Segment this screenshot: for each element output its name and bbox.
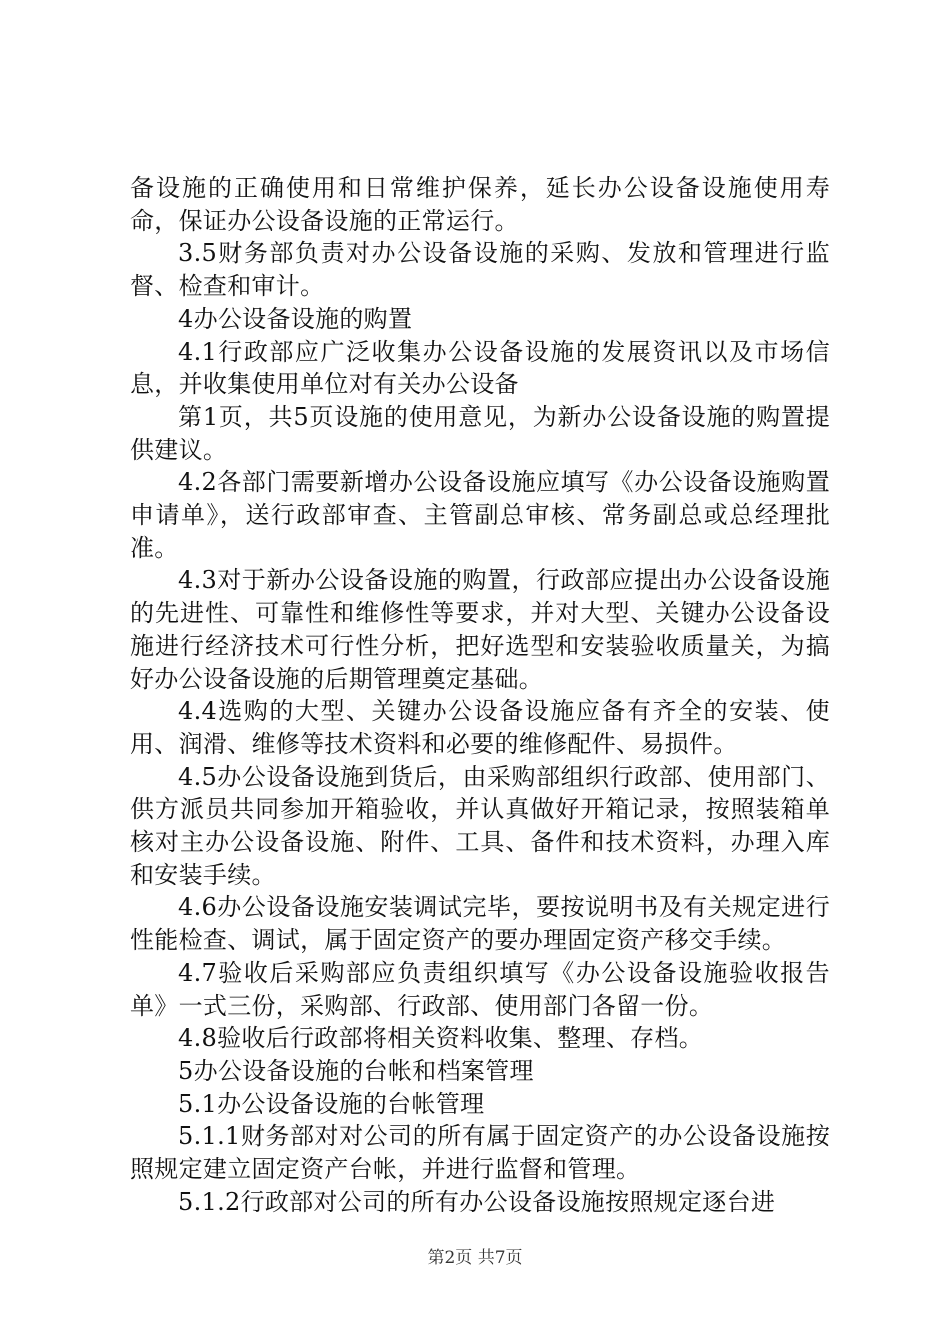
paragraph-4-2: 4.2各部门需要新增办公设备设施应填写《办公设备设施购置申请单》，送行政部审查、主管副总审核、常务副总或总经理批准。 [130, 468, 830, 562]
section-heading-4: 4办公设备设施的购置 [178, 304, 413, 333]
paragraph-5-1-2: 5.1.2行政部对公司的所有办公设备设施按照规定逐台进 [178, 1187, 776, 1216]
paragraph-4-5: 4.5办公设备设施到货后，由采购部组织行政部、使用部门、供方派员共同参加开箱验收，并认真做好开箱记录，按照装箱单核对主办公设备设施、附件、工具、备件和技术资料，办理入库和安装手续。 [130, 762, 830, 889]
document-body [130, 172, 830, 1219]
paragraph-4-3: 4.3对于新办公设备设施的购置，行政部应提出办公设备设施的先进性、可靠性和维修性等要求，并对大型、关键办公设备设施进行经济技术可行性分析，把好选型和安装验收质量关，为搞好办公设备设施的后期管理奠定基础。 [130, 566, 830, 693]
page-number-label: 第2页 共7页 [427, 1248, 523, 1268]
paragraph-4-1: 4.1行政部应广泛收集办公设备设施的发展资讯以及市场信息，并收集使用单位对有关办公设备 [130, 337, 830, 399]
paragraph-4-7: 4.7验收后采购部应负责组织填写《办公设备设施验收报告单》一式三份，采购部、行政部、使用部门各留一份。 [130, 958, 830, 1020]
paragraph-5-1-1: 5.1.1财务部对对公司的所有属于固定资产的办公设备设施按照规定建立固定资产台帐，并进行监督和管理。 [130, 1122, 830, 1184]
subsection-heading-5-1: 5.1办公设备设施的台帐管理 [178, 1089, 485, 1118]
paragraph-4-6: 4.6办公设备设施安装调试完毕，要按说明书及有关规定进行性能检查、调试，属于固定资产的要办理固定资产移交手续。 [130, 893, 830, 955]
paragraph-4-1-cont: 第1页，共5页设施的使用意见，为新办公设备设施的购置提供建议。 [130, 402, 830, 464]
paragraph-1: 3.5财务部负责对办公设备设施的采购、发放和管理进行监督、检查和审计。 [130, 239, 830, 301]
section-heading-5: 5办公设备设施的台帐和档案管理 [178, 1056, 534, 1085]
paragraph-4-4: 4.4选购的大型、关键办公设备设施应备有齐全的安装、使用、润滑、维修等技术资料和必要的维修配件、易损件。 [130, 697, 830, 758]
paragraph-0: 备设施的正确使用和日常维护保养，延长办公设备设施使用寿命，保证办公设备设施的正常运行。 [130, 174, 830, 235]
paragraph-4-8: 4.8验收后行政部将相关资料收集、整理、存档。 [178, 1024, 704, 1053]
page-footer [0, 1243, 950, 1268]
